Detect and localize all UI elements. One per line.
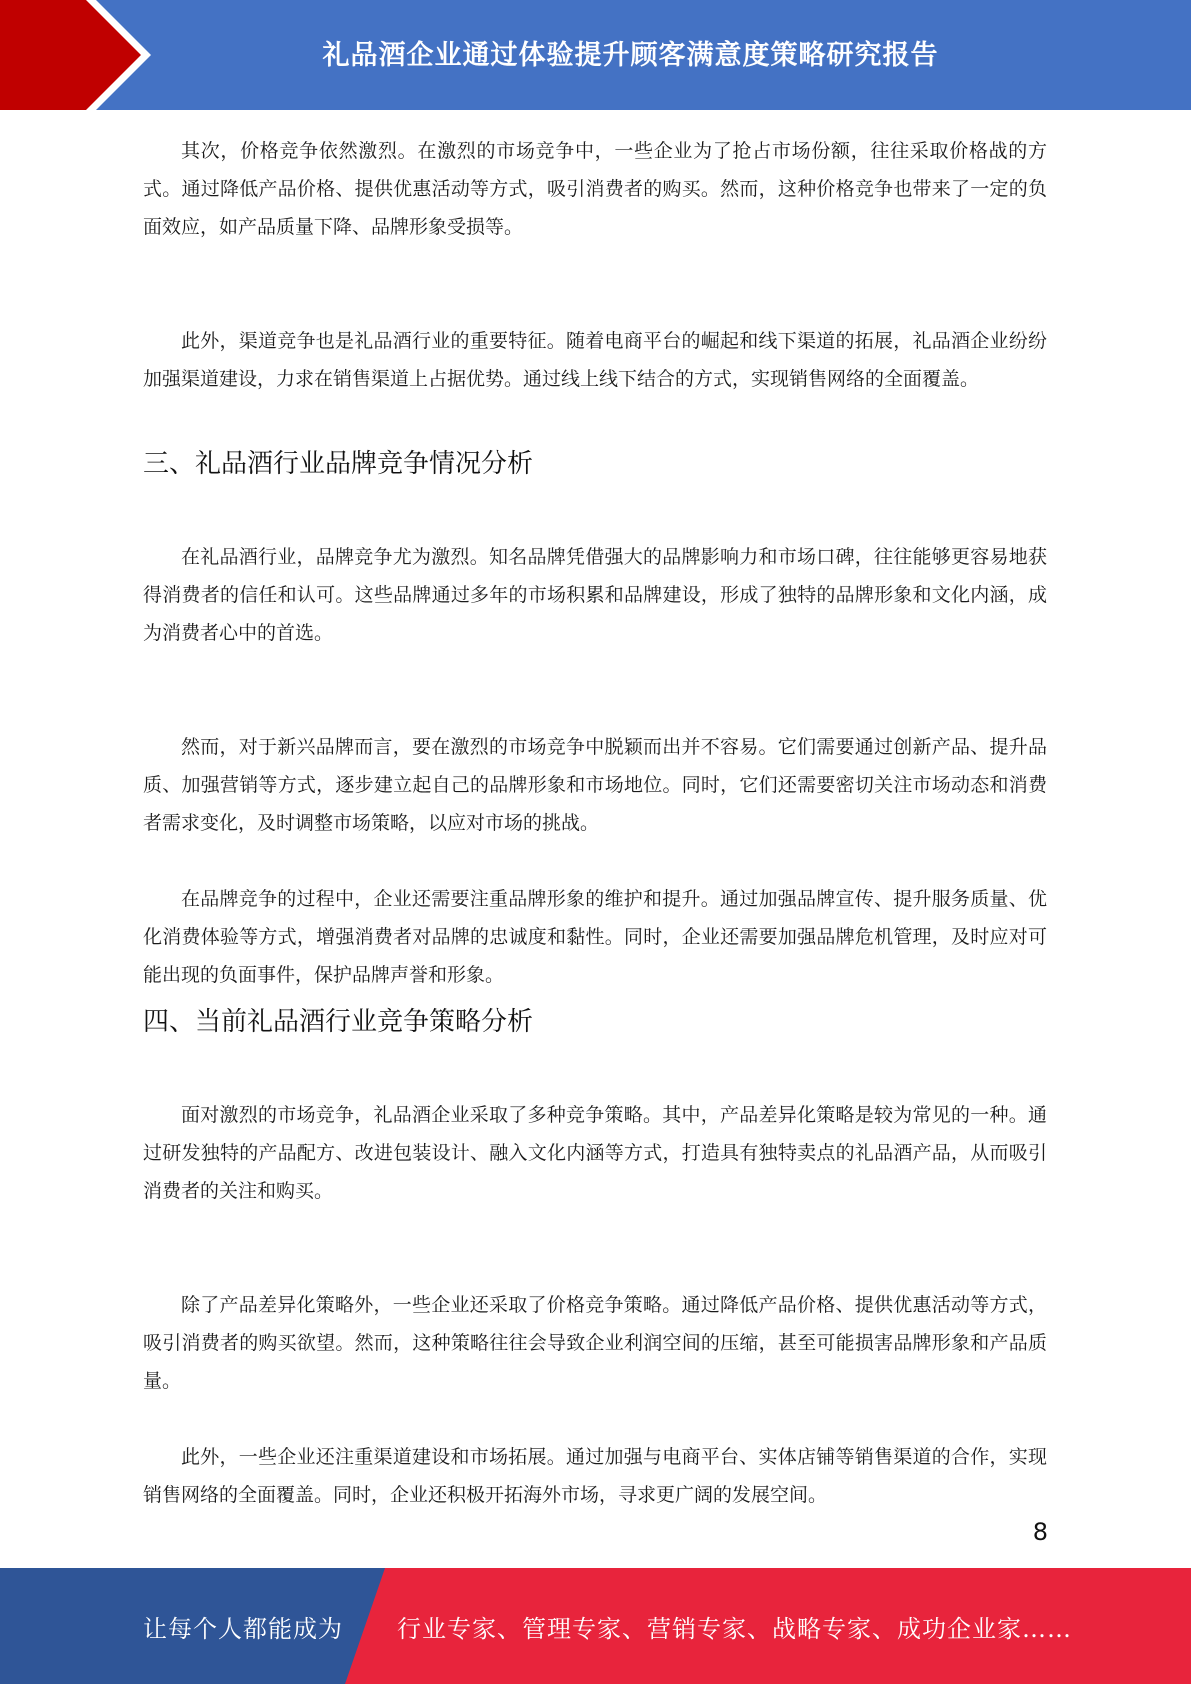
- report-title: 礼品酒企业通过体验提升顾客满意度策略研究报告: [322, 39, 939, 71]
- footer-slogan-left: 让每个人都能成为: [143, 1614, 343, 1643]
- page-footer: [0, 1568, 1191, 1684]
- paragraph: 在礼品酒行业，品牌竞争尤为激烈。知名品牌凭借强大的品牌影响力和市场口碑，往往能够更容易地获得消费者的信任和认可。这些品牌通过多年的市场积累和品牌建设，形成了独特的品牌形象和文化内涵，成为消费者心中的首选。: [143, 546, 1047, 644]
- footer-slogan-right: 行业专家、管理专家、营销专家、战略专家、成功企业家……: [397, 1614, 1072, 1643]
- page-number: 8: [1032, 1518, 1048, 1546]
- section-heading-4: 四、当前礼品酒行业竞争策略分析: [143, 1007, 534, 1037]
- page-header: [0, 0, 1191, 110]
- header-chevron-icon: [0, 0, 160, 110]
- paragraph: 其次，价格竞争依然激烈。在激烈的市场竞争中，一些企业为了抢占市场份额，往往采取价格战的方式。通过降低产品价格、提供优惠活动等方式，吸引消费者的购买。然而，这种价格竞争也带来了一定的负面效应，如产品质量下降、品牌形象受损等。: [143, 140, 1047, 238]
- paragraph: 然而，对于新兴品牌而言，要在激烈的市场竞争中脱颖而出并不容易。它们需要通过创新产品、提升品质、加强营销等方式，逐步建立起自己的品牌形象和市场地位。同时，它们还需要密切关注市场动态和消费者需求变化，及时调整市场策略，以应对市场的挑战。: [143, 736, 1047, 834]
- section-heading-3: 三、礼品酒行业品牌竞争情况分析: [143, 449, 534, 479]
- paragraph: 此外，一些企业还注重渠道建设和市场拓展。通过加强与电商平台、实体店铺等销售渠道的合作，实现销售网络的全面覆盖。同时，企业还积极开拓海外市场，寻求更广阔的发展空间。: [143, 1446, 1047, 1506]
- paragraph: 面对激烈的市场竞争，礼品酒企业采取了多种竞争策略。其中，产品差异化策略是较为常见的一种。通过研发独特的产品配方、改进包装设计、融入文化内涵等方式，打造具有独特卖点的礼品酒产品，从而吸引消费者的关注和购买。: [143, 1104, 1047, 1202]
- paragraph: 此外，渠道竞争也是礼品酒行业的重要特征。随着电商平台的崛起和线下渠道的拓展，礼品酒企业纷纷加强渠道建设，力求在销售渠道上占据优势。通过线上线下结合的方式，实现销售网络的全面覆盖。: [143, 330, 1047, 390]
- paragraph: 在品牌竞争的过程中，企业还需要注重品牌形象的维护和提升。通过加强品牌宣传、提升服务质量、优化消费体验等方式，增强消费者对品牌的忠诚度和黏性。同时，企业还需要加强品牌危机管理，及时应对可能出现的负面事件，保护品牌声誉和形象。: [143, 888, 1047, 986]
- paragraph: 除了产品差异化策略外，一些企业还采取了价格竞争策略。通过降低产品价格、提供优惠活动等方式，吸引消费者的购买欲望。然而，这种策略往往会导致企业利润空间的压缩，甚至可能损害品牌形象和产品质量。: [143, 1294, 1047, 1392]
